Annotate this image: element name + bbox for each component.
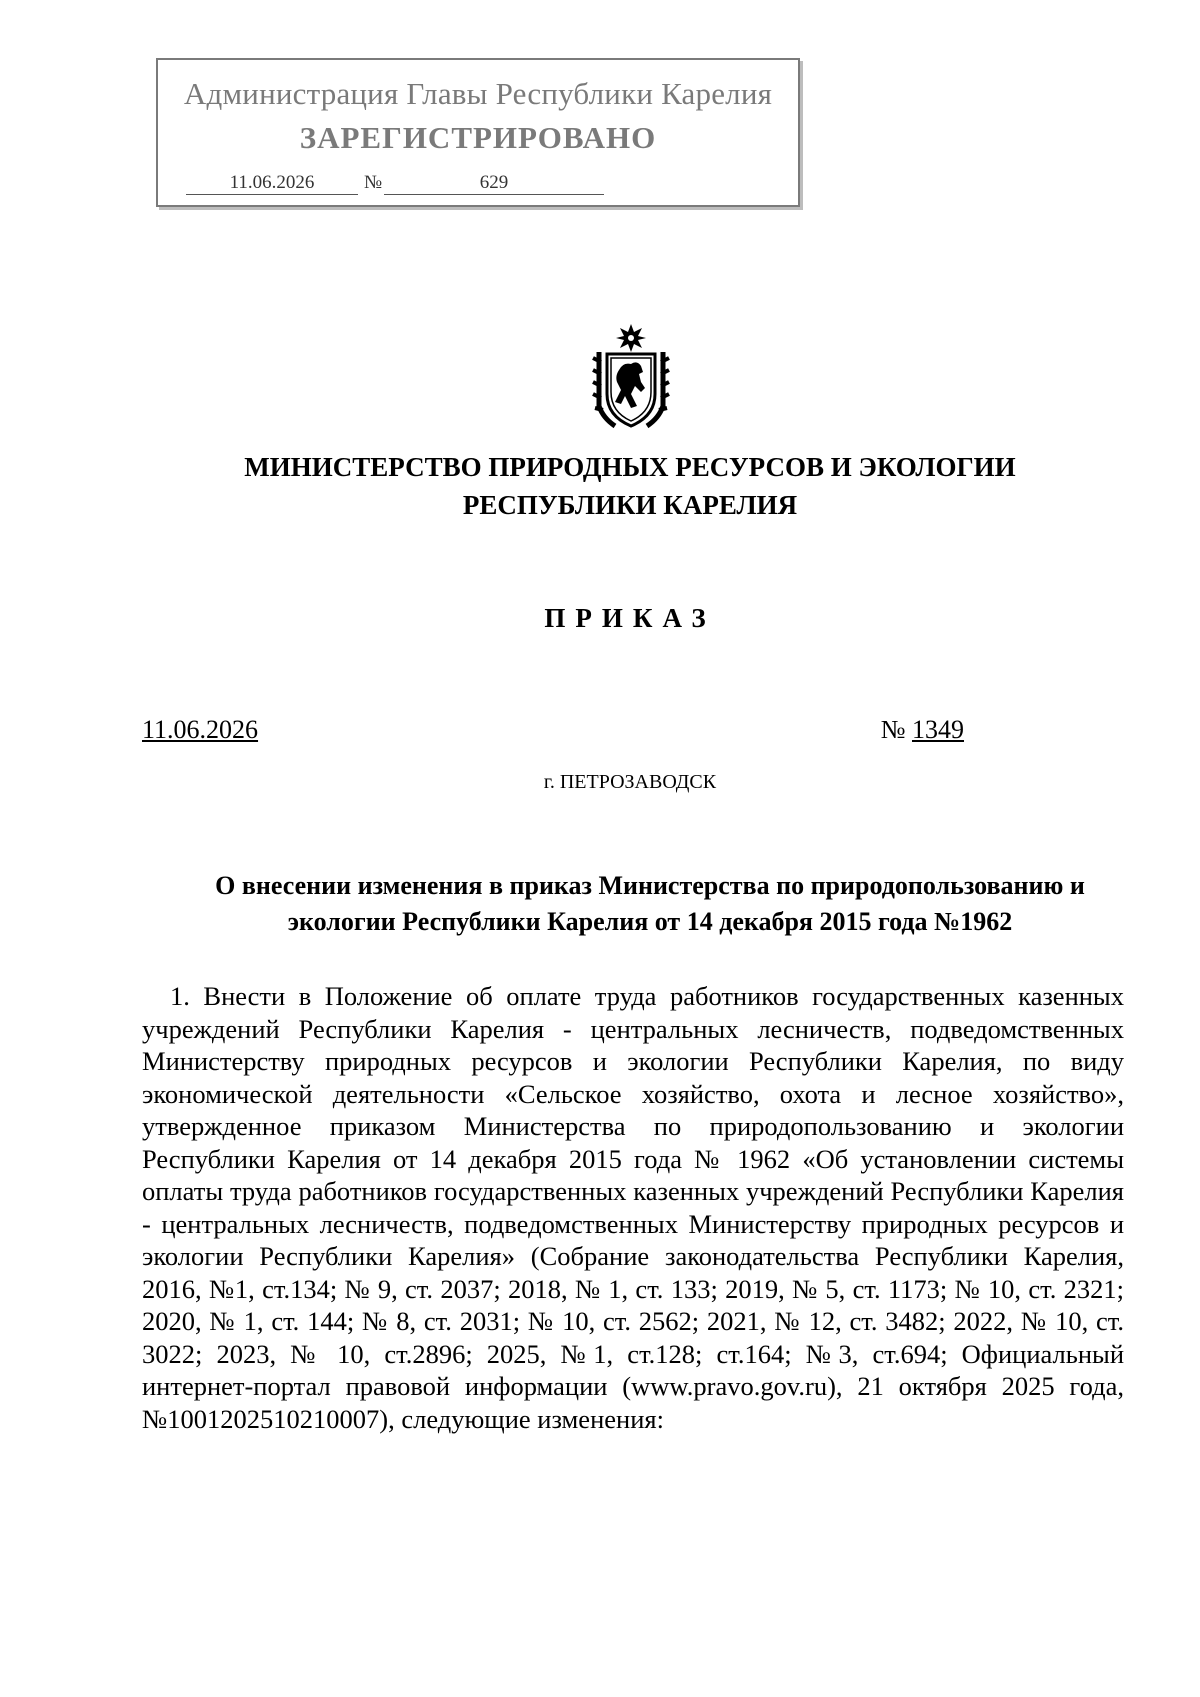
order-city: г. ПЕТРОЗАВОДСК [543,771,717,793]
order-subject-line2: экологии Республики Карелия от 14 декабря 2015 года №1962 [287,907,1013,936]
stamp-status: ЗАРЕГИСТРИРОВАНО [299,120,657,155]
document-type: ПРИКАЗ [544,603,716,633]
body-paragraph-1: 1. Внести в Положение об оплате труда работников государственных казенных учреждений Республики Карелия - центральных лесничеств, подведомственных Министерству природных ресурсов и экологии Республики Карелия, по виду экономической деятельности «Сельское хозяйство, охота и лесное хозяйство», утвержденное приказом Министерства по природопользованию и экологии Республики Карелия от 14 декабря 2015 года № 1962 «Об установлении системы оплаты труда работников государственных казенных учреждений Республики Карелия - центральных лесничеств, подведомственных Министерству природных ресурсов и экологии Республики Карелия» (Собрание законодательства Республики Карелия, 2016, №1, ст.134; № 9, ст. 2037; 2018, № 1, ст. 133; 2019, № 5, ст. 1173; № 10, ст. 2321; 2020, № 1, ст. 144; № 8, ст. 2031; № 10, ст. 2562; 2021, № 12, ст. 3482; 2022, № 10, ст. 3022; 2023, № 10, ст.2896; 2025, №1, ст.128; ст.164; №3, ст.694; Официальный интернет-портал правовой информации (www.pravo.gov.ru), 21 октября 2025 года, №1001202510210007), следующие изменения: [142,981,1124,1434]
stamp-date: 11.06.2026 [186,172,358,195]
ministry-name-line1: МИНИСТЕРСТВО ПРИРОДНЫХ РЕСУРСОВ И ЭКОЛОГИИ [244,452,1016,482]
order-subject-line1: О внесении изменения в приказ Министерства по природопользованию и [215,871,1085,900]
stamp-number-sign: № [364,172,383,193]
ministry-name [0,448,1200,524]
order-number [881,715,964,745]
stamp-authority: Администрация Главы Республики Карелия [183,76,773,111]
order-number-value: 1349 [912,715,964,744]
ministry-name-line2: РЕСПУБЛИКИ КАРЕЛИЯ [462,490,798,520]
stamp-number: 629 [384,172,604,195]
order-number-prefix: № [880,715,912,744]
karelia-coat-of-arms-icon [585,322,677,432]
order-date: 11.06.2026 [142,715,259,744]
registration-stamp [156,58,800,207]
order-subject [190,868,1110,940]
